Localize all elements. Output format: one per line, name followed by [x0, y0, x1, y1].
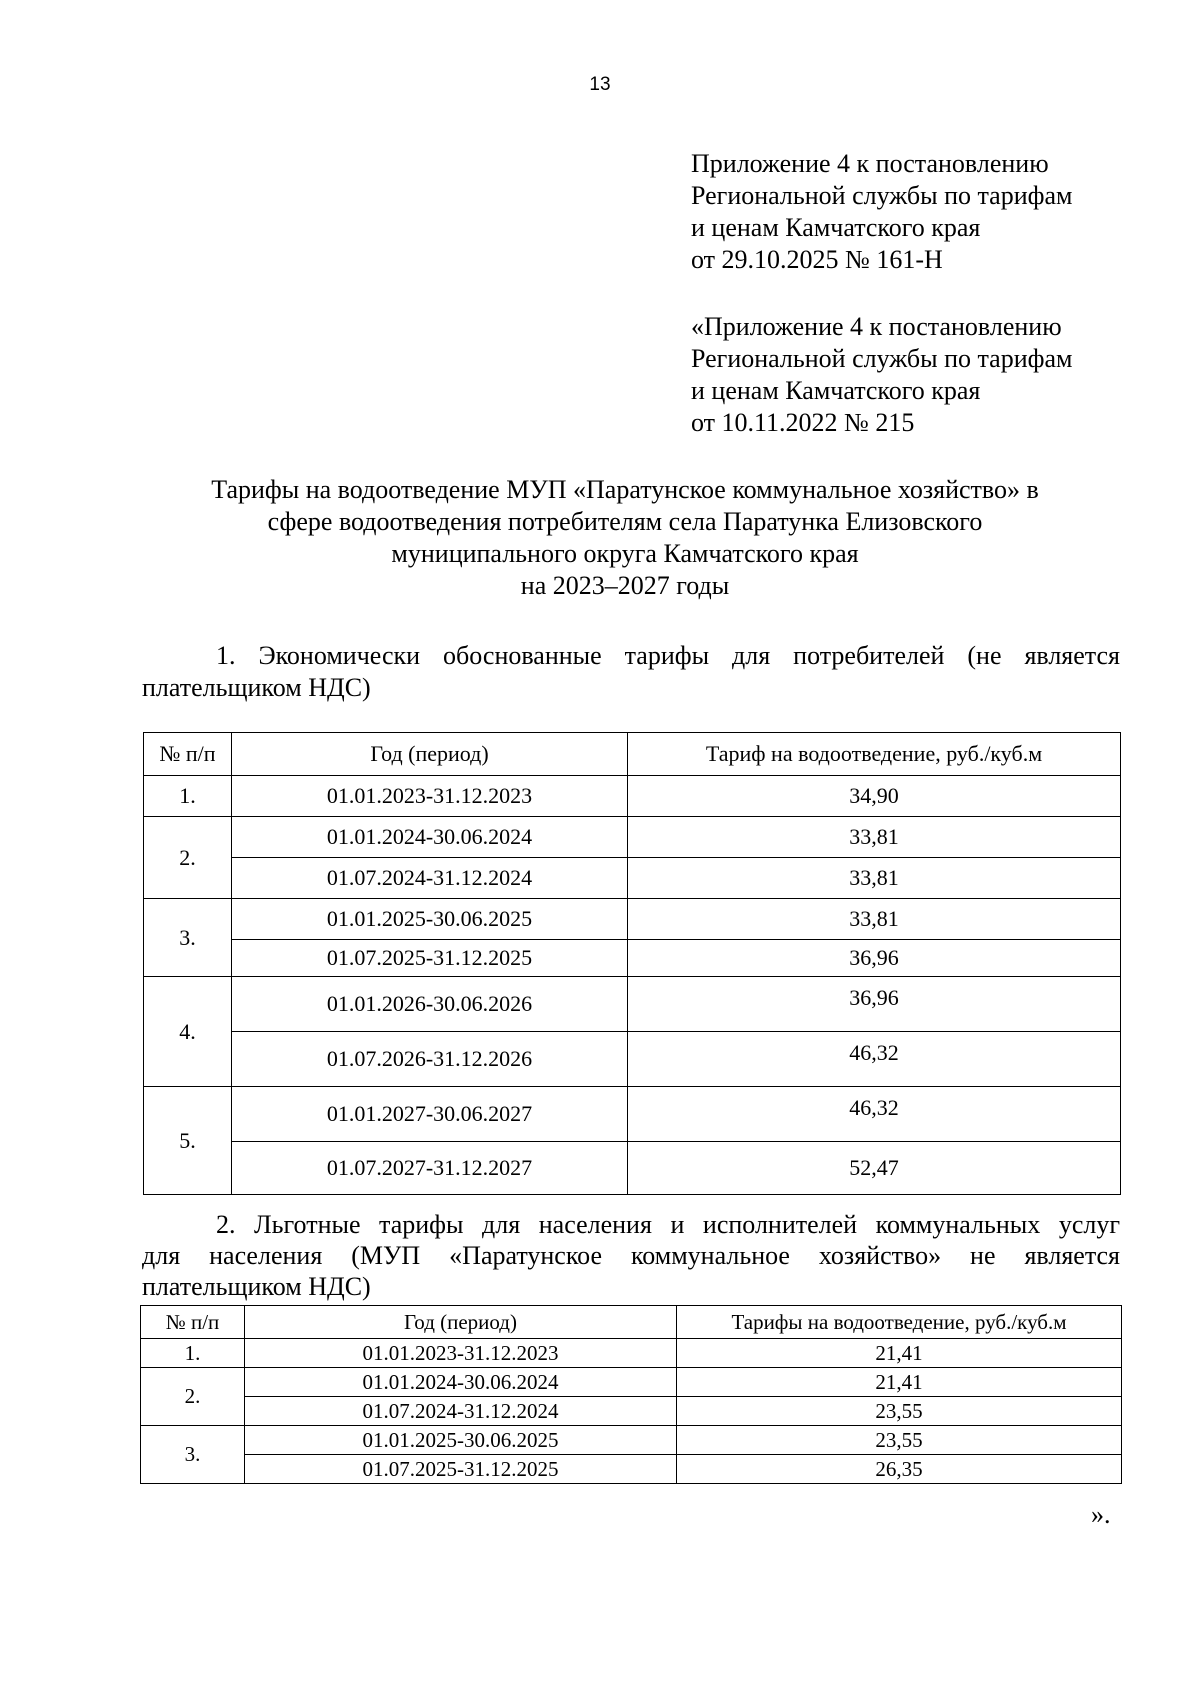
row-period: 01.01.2023-31.12.2023 — [245, 1339, 677, 1368]
row-number: 3. — [141, 1426, 245, 1484]
appendix-line: от 10.11.2022 № 215 — [691, 408, 915, 437]
row-number: 2. — [144, 817, 232, 899]
table-row — [144, 776, 1121, 817]
appendix-line: от 29.10.2025 № 161-Н — [691, 245, 943, 274]
row-tariff: 21,41 — [677, 1368, 1122, 1397]
row-period: 01.07.2025-31.12.2025 — [232, 940, 628, 977]
row-period: 01.01.2025-30.06.2025 — [245, 1426, 677, 1455]
header-number: № п/п — [141, 1306, 245, 1339]
row-number: 2. — [141, 1368, 245, 1426]
row-number: 1. — [141, 1339, 245, 1368]
row-tariff: 46,32 — [628, 1032, 1121, 1087]
section-2-line: 2. Льготные тарифы для населения и исполнителей коммунальных услуг — [216, 1210, 1120, 1239]
row-tariff: 33,81 — [628, 858, 1121, 899]
row-number: 1. — [144, 776, 232, 817]
appendix-line: Приложение 4 к постановлению — [691, 149, 1049, 178]
table-header-row — [141, 1306, 1122, 1339]
header-period: Год (период) — [232, 733, 628, 776]
table-header-row — [144, 733, 1121, 776]
row-period: 01.01.2023-31.12.2023 — [232, 776, 628, 817]
preferential-tariffs-table — [140, 1305, 1122, 1484]
row-tariff: 36,96 — [628, 977, 1121, 1032]
appendix-line: Региональной службы по тарифам — [691, 344, 1073, 373]
row-tariff: 34,90 — [628, 776, 1121, 817]
row-period: 01.07.2024-31.12.2024 — [245, 1397, 677, 1426]
document-title — [140, 474, 1110, 602]
row-tariff: 33,81 — [628, 817, 1121, 858]
row-number: 3. — [144, 899, 232, 977]
appendix-line: и ценам Камчатского края — [691, 213, 981, 242]
row-tariff: 46,32 — [628, 1087, 1121, 1142]
appendix-header-previous — [691, 311, 1072, 439]
row-number: 4. — [144, 977, 232, 1087]
page-number: 13 — [589, 74, 611, 95]
row-period: 01.01.2024-30.06.2024 — [232, 817, 628, 858]
header-number: № п/п — [144, 733, 232, 776]
row-period: 01.07.2027-31.12.2027 — [232, 1142, 628, 1195]
header-period: Год (период) — [245, 1306, 677, 1339]
closing-quote-mark: ». — [1091, 1500, 1111, 1529]
table-row — [141, 1339, 1122, 1368]
title-line: муниципального округа Камчатского края — [391, 539, 859, 568]
row-period: 01.07.2024-31.12.2024 — [232, 858, 628, 899]
economic-tariffs-table — [143, 732, 1121, 1195]
header-tariff: Тариф на водоотведение, руб./куб.м — [628, 733, 1121, 776]
appendix-line: и ценам Камчатского края — [691, 376, 981, 405]
header-tariff: Тарифы на водоотведение, руб./куб.м — [677, 1306, 1122, 1339]
table-row — [141, 1368, 1122, 1397]
table-row — [144, 1142, 1121, 1195]
table-row — [144, 1087, 1121, 1142]
row-tariff: 26,35 — [677, 1455, 1122, 1484]
section-2-line: для населения (МУП «Паратунское коммунальное хозяйство» не является — [142, 1241, 1120, 1270]
row-period: 01.01.2026-30.06.2026 — [232, 977, 628, 1032]
appendix-line: Региональной службы по тарифам — [691, 181, 1073, 210]
title-line: сфере водоотведения потребителям села Паратунка Елизовского — [267, 507, 983, 536]
title-line: Тарифы на водоотведение МУП «Паратунское коммунальное хозяйство» в — [211, 475, 1039, 504]
row-period: 01.01.2024-30.06.2024 — [245, 1368, 677, 1397]
row-period: 01.07.2025-31.12.2025 — [245, 1455, 677, 1484]
table-row — [144, 817, 1121, 858]
table-row — [141, 1455, 1122, 1484]
row-tariff: 36,96 — [628, 940, 1121, 977]
table-row — [144, 1032, 1121, 1087]
section-1-line: плательщиком НДС) — [142, 673, 371, 702]
table-row — [144, 977, 1121, 1032]
section-1-line: 1. Экономически обоснованные тарифы для потребителей (не является — [216, 641, 1120, 670]
table-row — [144, 858, 1121, 899]
row-number: 5. — [144, 1087, 232, 1195]
row-tariff: 33,81 — [628, 899, 1121, 940]
table-row — [144, 899, 1121, 940]
section-2-heading — [142, 1209, 1120, 1302]
row-period: 01.07.2026-31.12.2026 — [232, 1032, 628, 1087]
title-line: на 2023–2027 годы — [520, 571, 730, 600]
row-period: 01.01.2025-30.06.2025 — [232, 899, 628, 940]
table-row — [141, 1426, 1122, 1455]
row-tariff: 23,55 — [677, 1426, 1122, 1455]
appendix-header-current — [691, 148, 1072, 276]
table-row — [144, 940, 1121, 977]
appendix-line: «Приложение 4 к постановлению — [691, 312, 1062, 341]
section-2-line: плательщиком НДС) — [142, 1272, 371, 1301]
row-period: 01.01.2027-30.06.2027 — [232, 1087, 628, 1142]
row-tariff: 52,47 — [628, 1142, 1121, 1195]
row-tariff: 21,41 — [677, 1339, 1122, 1368]
row-tariff: 23,55 — [677, 1397, 1122, 1426]
section-1-heading — [142, 640, 1120, 704]
table-row — [141, 1397, 1122, 1426]
